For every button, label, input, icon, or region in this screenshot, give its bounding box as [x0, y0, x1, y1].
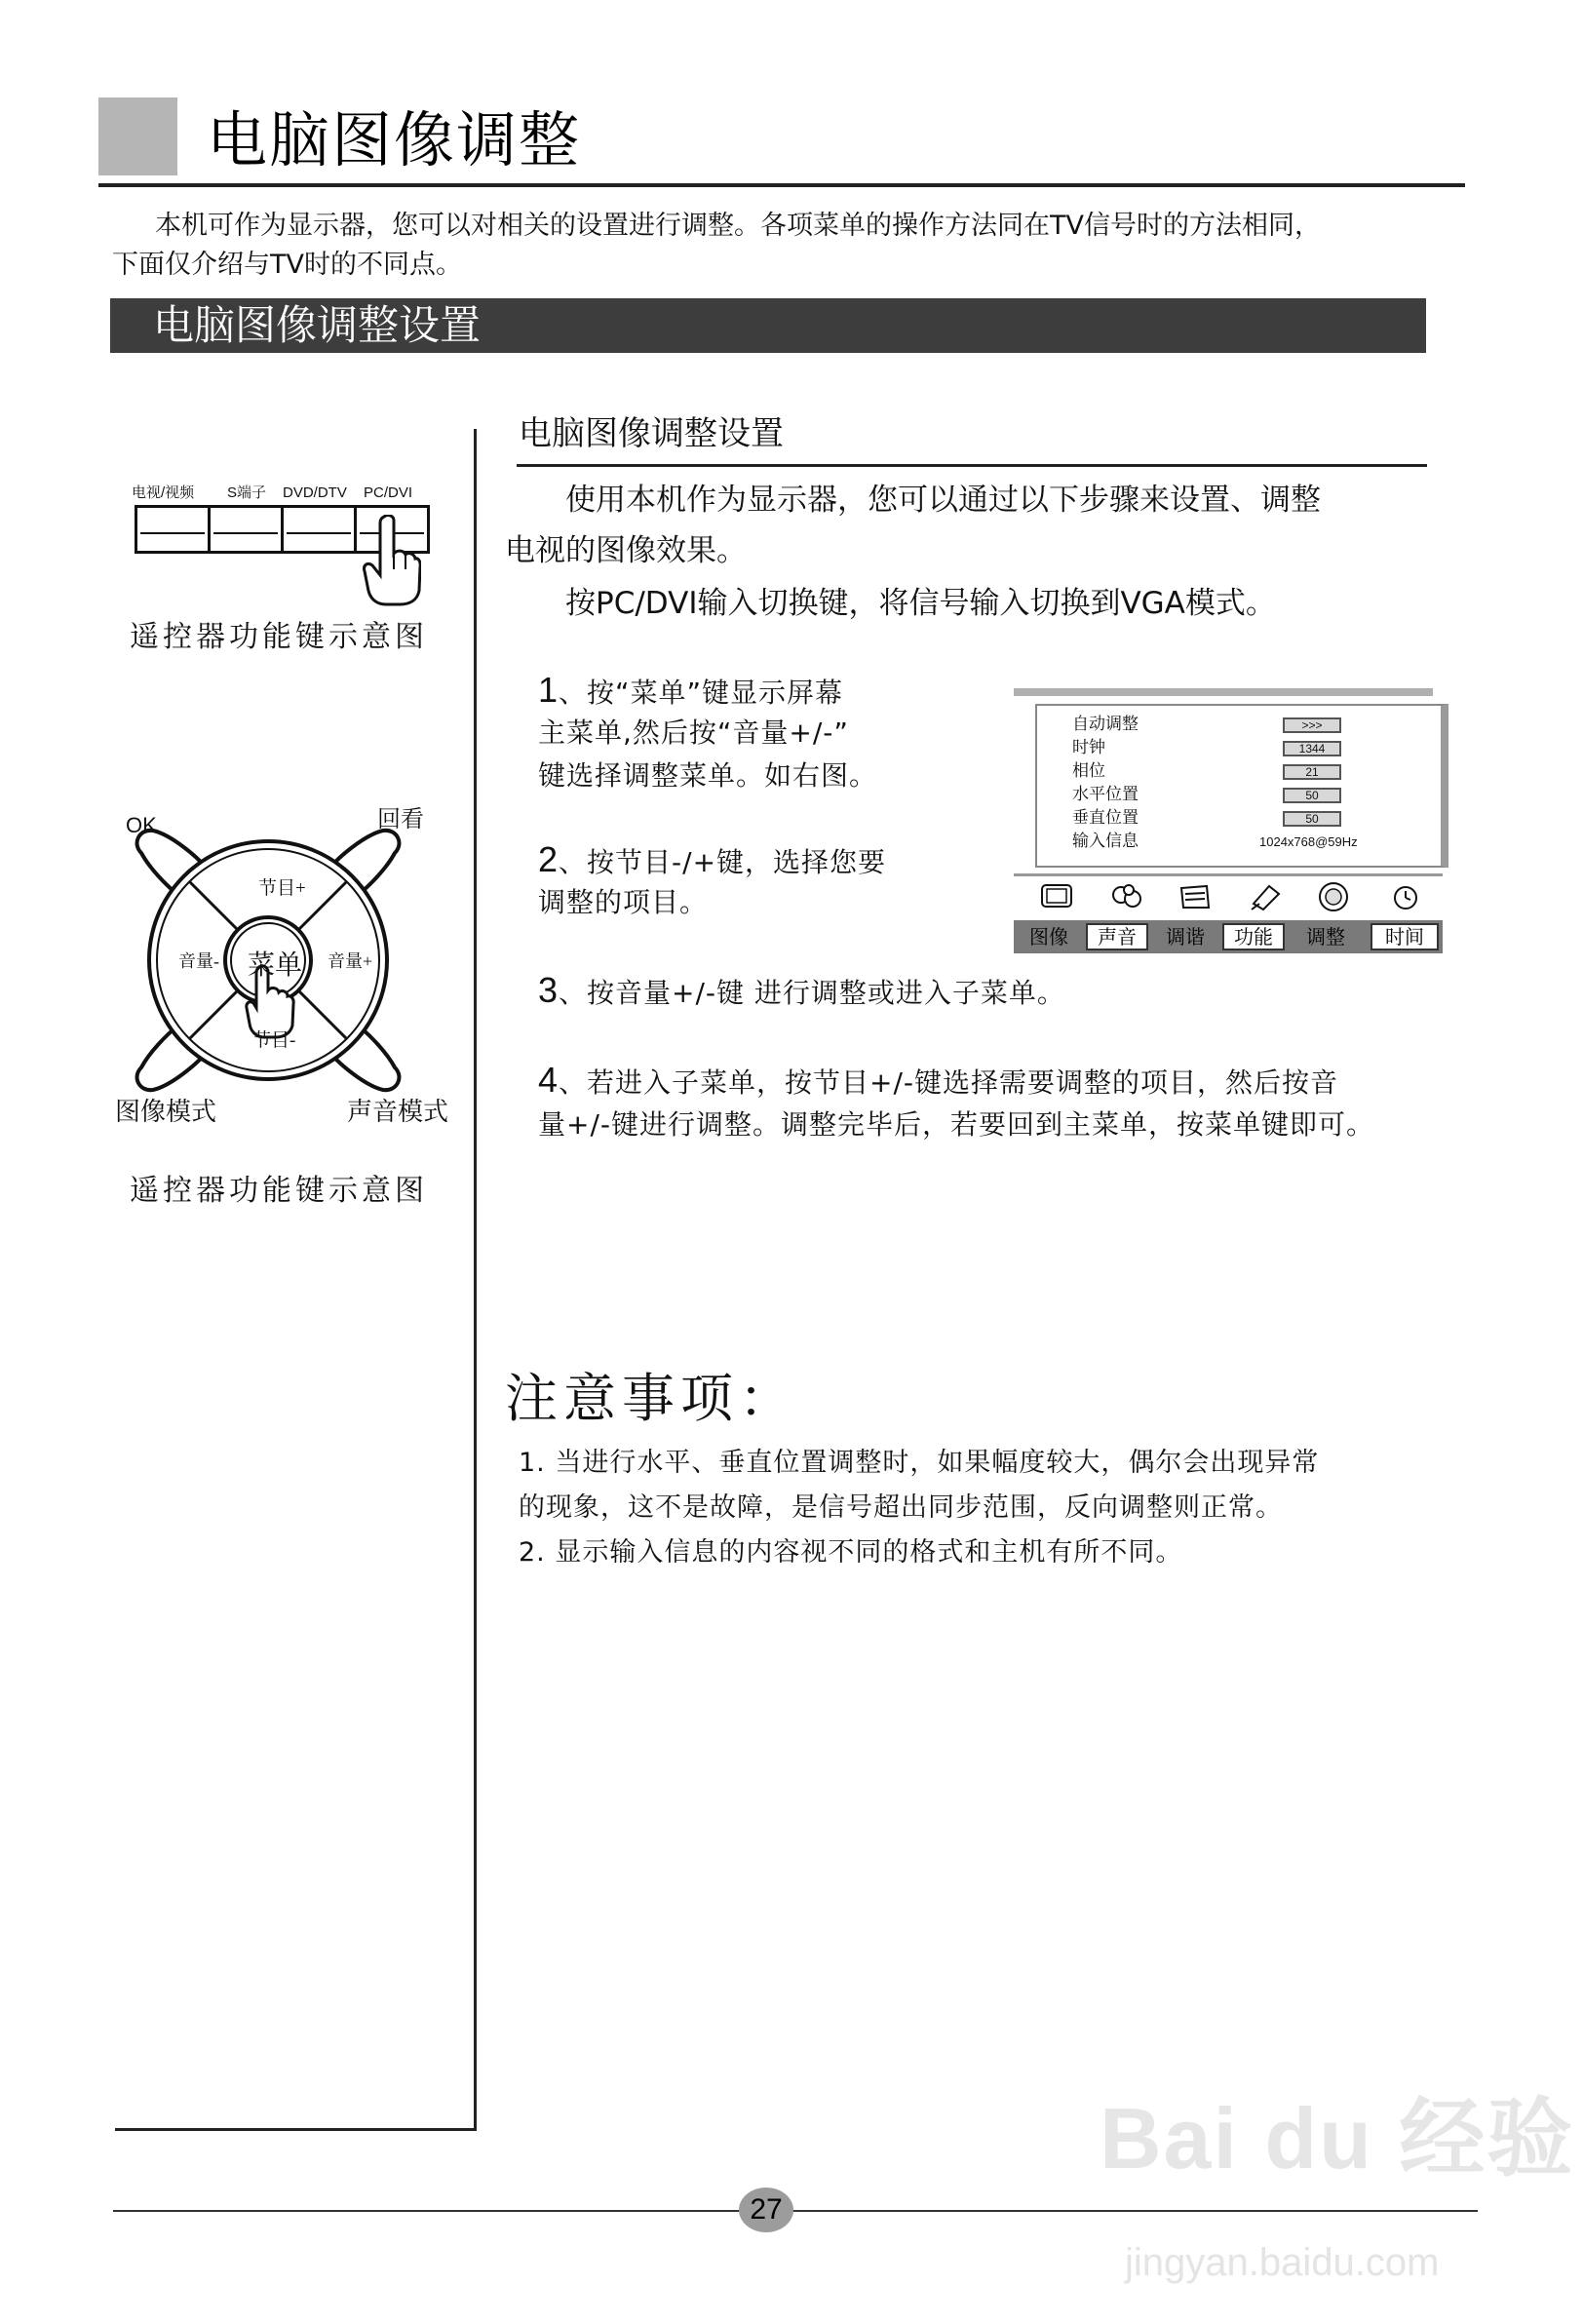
osd-menu-screenshot: [1014, 688, 1433, 951]
step-3-text: 、按音量+/-键 进行调整或进入子菜单。: [559, 977, 1065, 1009]
column-divider: [474, 429, 477, 2131]
intro-paragraph-line-1: 使用本机作为显示器，您可以通过以下步骤来设置、调整: [565, 483, 1321, 518]
osd-input-info-value: 1024x768@59Hz: [1259, 834, 1358, 849]
step-1-line-2: 主菜单,然后按“音量+/-”: [538, 717, 849, 749]
note-2: 2. 显示输入信息的内容视不同的格式和主机有所不同。: [519, 1537, 1183, 1568]
menu-key-label: 菜单: [248, 950, 303, 981]
osd-icon-row: [1014, 873, 1443, 914]
step-1-line-1: [538, 669, 843, 715]
key-label-dvd-dtv: DVD/DTV: [283, 484, 347, 501]
osd-h-position-label: 水平位置: [1072, 785, 1139, 803]
adjust-icon[interactable]: [1316, 880, 1351, 913]
key-label-s-video: S端子: [227, 484, 267, 501]
osd-tab-function[interactable]: 功能: [1222, 923, 1285, 950]
page-number: 27: [750, 2193, 783, 2226]
osd-tab-bar: [1014, 920, 1443, 953]
tv-video-key[interactable]: [135, 505, 211, 554]
pointing-hand-icon: [363, 515, 421, 606]
intro-paragraph-line-2: 电视的图像效果。: [505, 533, 747, 568]
osd-clock-label: 时钟: [1072, 738, 1105, 756]
footer-rule: [113, 2210, 1478, 2212]
column-bottom-rule: [115, 2128, 477, 2131]
osd-phase-value[interactable]: 21: [1283, 764, 1341, 780]
note-1-line-1: 1. 当进行水平、垂直位置调整时，如果幅度较大，偶尔会出现异常: [519, 1448, 1320, 1478]
step-2-text: 、按节目-/+键，选择您要: [559, 846, 887, 878]
remote-dpad-diagram: [112, 799, 424, 1121]
baidu-jingyan-watermark-logo: Bai du 经验: [1100, 2090, 1575, 2187]
step-2-line-2: 调整的项目。: [538, 886, 709, 918]
watermark-url: jingyan.baidu.com: [1125, 2241, 1440, 2284]
section-title: 电脑图像调整设置: [153, 301, 482, 349]
ok-key-label: OK: [126, 813, 157, 837]
channel-up-key[interactable]: [229, 858, 307, 916]
volume-up-label: 音量+: [328, 951, 373, 971]
volume-down-key[interactable]: [161, 931, 229, 989]
osd-h-position-value[interactable]: 50: [1283, 788, 1341, 803]
subsection-divider: [517, 464, 1427, 467]
s-video-key[interactable]: [208, 505, 284, 554]
ok-key[interactable]: [141, 838, 210, 897]
picture-mode-key[interactable]: [141, 1024, 210, 1082]
input-switch-instruction: 按PC/DVI输入切换键，将信号输入切换到VGA模式。: [565, 586, 1276, 621]
key-label-pc-dvi: PC/DVI: [364, 484, 413, 501]
step-4-line-1: [538, 1059, 1338, 1104]
step-2-line-1: [538, 838, 886, 884]
osd-input-info-label: 输入信息: [1072, 832, 1139, 850]
intro-line-1: 本机可作为显示器，您可以对相关的设置进行调整。各项菜单的操作方法同在TV信号时的方法相同，: [155, 211, 1321, 241]
osd-tab-sound[interactable]: 声音: [1086, 923, 1148, 950]
tuning-icon[interactable]: [1178, 882, 1213, 911]
osd-tab-tuning[interactable]: 调谐: [1166, 925, 1205, 949]
back-key-label: 回看: [377, 807, 424, 833]
sound-icon[interactable]: [1109, 882, 1144, 911]
sound-mode-key[interactable]: [327, 1024, 395, 1082]
notes-title: 注意事项：: [505, 1368, 797, 1429]
section-header-bar: [110, 298, 1426, 353]
subsection-title: 电脑图像调整设置: [519, 414, 784, 453]
osd-phase-label: 相位: [1072, 761, 1105, 780]
channel-down-key[interactable]: [229, 1006, 307, 1065]
channel-up-label: 节目+: [258, 878, 306, 899]
step-1-line-3: 键选择调整菜单。如右图。: [538, 759, 878, 792]
volume-down-label: 音量-: [178, 951, 219, 971]
osd-tab-time[interactable]: 时间: [1371, 923, 1439, 950]
step-2-number: 2: [538, 839, 560, 879]
step-1-number: 1: [538, 670, 560, 710]
step-4-line-2: 量+/-键进行调整。调整完毕后，若要回到主菜单，按菜单键即可。: [538, 1108, 1375, 1141]
osd-v-position-value[interactable]: 50: [1283, 811, 1341, 827]
picture-mode-label: 图像模式: [115, 1098, 217, 1126]
dvd-dtv-key[interactable]: [281, 505, 357, 554]
intro-line-2: 下面仅介绍与TV时的不同点。: [112, 250, 462, 280]
clock-icon[interactable]: [1388, 882, 1423, 911]
osd-auto-adjust-label: 自动调整: [1072, 715, 1139, 733]
sound-mode-label: 声音模式: [347, 1098, 449, 1126]
back-key[interactable]: [327, 838, 395, 897]
step-4-text: 、若进入子菜单，按节目+/-键选择需要调整的项目，然后按音: [559, 1066, 1339, 1099]
note-1-line-2: 的现象，这不是故障，是信号超出同步范围，反向调整则正常。: [519, 1492, 1283, 1523]
picture-icon[interactable]: [1039, 882, 1074, 911]
osd-v-position-label: 垂直位置: [1072, 808, 1139, 827]
channel-down-label: 节目-: [252, 1030, 296, 1051]
volume-up-key[interactable]: [307, 931, 375, 989]
step-3: [538, 969, 1065, 1015]
osd-top-bar: [1014, 688, 1433, 696]
key-label-tv-video: 电视/视频: [132, 484, 195, 501]
remote-dpad-caption: 遥控器功能键示意图: [130, 1174, 428, 1208]
title-marker: [98, 97, 177, 175]
remote-keys-caption: 遥控器功能键示意图: [130, 620, 428, 654]
osd-tab-picture[interactable]: 图像: [1029, 925, 1068, 949]
osd-auto-adjust-value[interactable]: >>>: [1283, 717, 1341, 733]
step-3-number: 3: [538, 970, 560, 1010]
page-title: 电脑图像调整: [207, 104, 582, 175]
step-1-text: 、按“菜单”键显示屏幕: [559, 677, 844, 709]
menu-key[interactable]: [233, 926, 303, 994]
osd-clock-value[interactable]: 1344: [1283, 741, 1341, 756]
osd-tab-adjust[interactable]: 调整: [1306, 925, 1345, 949]
step-4-number: 4: [538, 1060, 560, 1100]
function-icon[interactable]: [1248, 882, 1283, 911]
title-divider: [98, 183, 1465, 187]
